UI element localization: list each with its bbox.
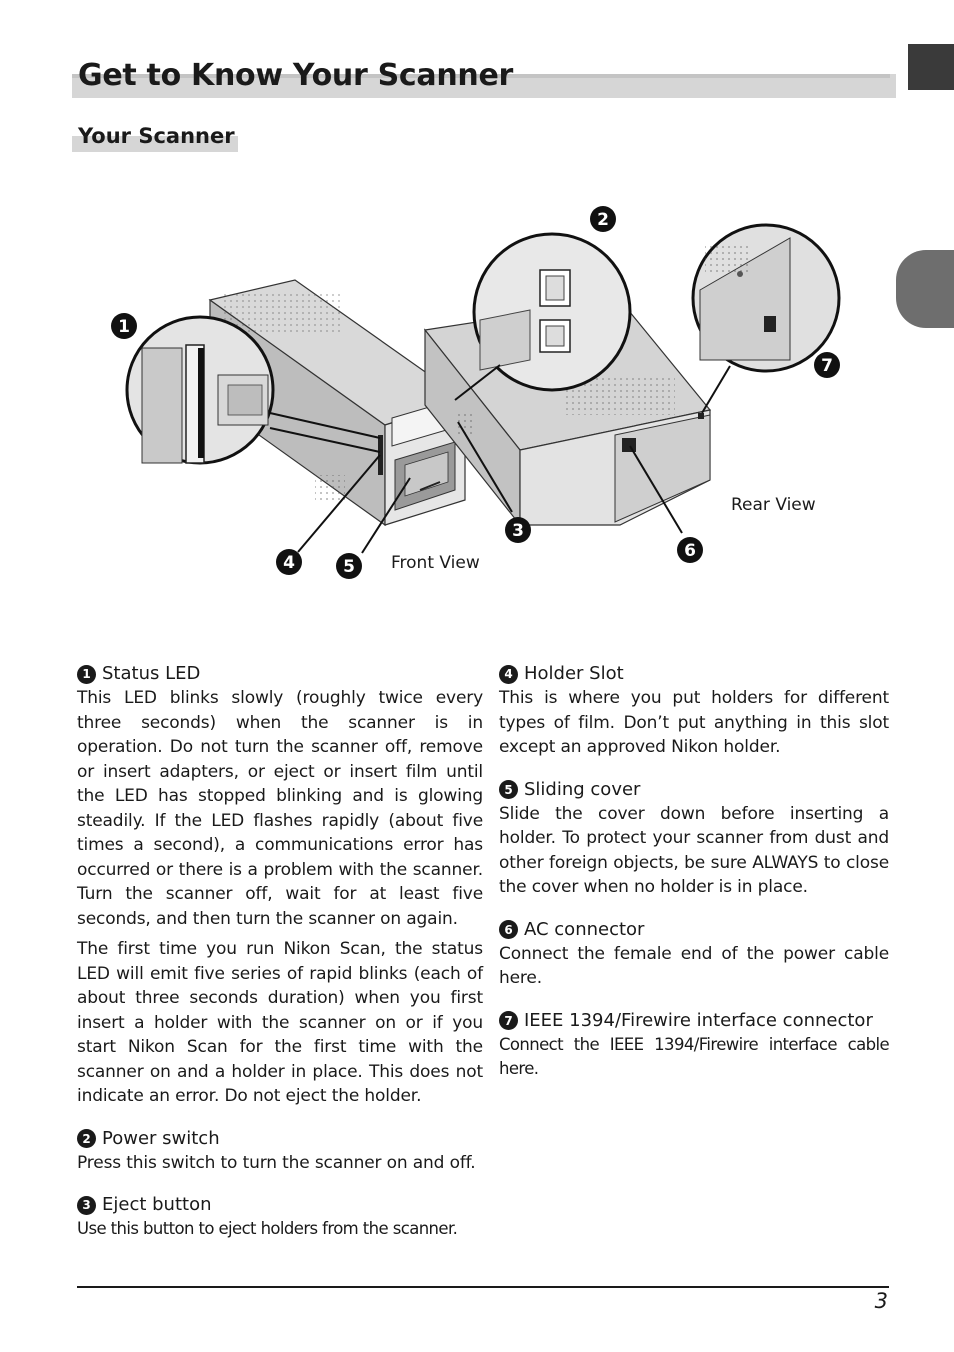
item-paragraph: Use this button to eject holders from the scanner. [77, 1219, 458, 1238]
right-column [499, 662, 889, 1100]
item-number-badge: 6 [499, 920, 518, 939]
item-eject-button [77, 1193, 483, 1242]
item-number-badge: 5 [499, 780, 518, 799]
zoom-circle-led [127, 317, 273, 463]
page-number: 3 [874, 1289, 888, 1313]
callout-5-text: 5 [343, 557, 355, 577]
callout-2 [590, 206, 616, 232]
item-number-badge: 2 [77, 1129, 96, 1148]
item-heading: Status LED [102, 663, 201, 684]
item-paragraph: This is where you put holders for different types of film. Don’t put anything in this slot except an approved Nikon holder. [499, 688, 889, 757]
item-paragraph: Connect the IEEE 1394/Firewire interface cable here. [499, 1034, 889, 1078]
scanner-illustration [0, 160, 954, 600]
callout-7-text: 7 [821, 356, 833, 376]
callout-1-text: 1 [118, 317, 130, 337]
zoom-circle-firewire [693, 225, 839, 371]
item-paragraph: The first time you run Nikon Scan, the status LED will emit five series of rapid blinks (each of about three seconds duration) when you first insert a holder with the scanner on or if you start Nikon Scan for the first time with the scanner on and a holder in place. This does not indicate an error. Do not eject the holder. [77, 939, 483, 1106]
item-power-switch [77, 1127, 483, 1176]
callout-6 [677, 537, 703, 563]
callout-4-text: 4 [283, 553, 295, 573]
item-heading: Eject button [102, 1194, 212, 1215]
callout-3 [505, 517, 531, 543]
item-heading: Power switch [102, 1127, 220, 1149]
item-ac-connector [499, 918, 889, 991]
item-heading: IEEE 1394/Firewire interface connector [524, 1009, 873, 1031]
item-holder-slot [499, 662, 889, 760]
callout-7 [814, 352, 840, 378]
left-column [77, 662, 483, 1260]
front-view-label: Front View [391, 553, 480, 573]
item-paragraph: Connect the female end of the power cable here. [499, 943, 889, 988]
callout-3-text: 3 [512, 521, 524, 541]
callout-5 [336, 553, 362, 579]
item-sliding-cover [499, 778, 889, 900]
item-status-led [77, 662, 483, 1109]
footer-rule [77, 1286, 889, 1288]
item-paragraph: This LED blinks slowly (roughly twice every three seconds) when the scanner is in operation. Do not turn the scanner off, remove or insert adapters, or eject or insert film until the LED has stopped blinking and is glowing steadily. If the LED flashes rapidly (about five times a second), a communications error has occurred or there is a problem with the scanner. Turn the scanner off, wait for at least five seconds, and then turn the scanner on again. [77, 688, 483, 929]
callout-2-text: 2 [597, 210, 609, 230]
chapter-tab-marker [908, 44, 954, 90]
item-heading: AC connector [524, 918, 645, 940]
item-number-badge: 1 [77, 665, 96, 684]
item-number-badge: 7 [499, 1011, 518, 1030]
callout-6-text: 6 [684, 541, 696, 561]
item-number-badge: 4 [499, 665, 518, 684]
callout-4 [276, 549, 302, 575]
item-number-badge: 3 [77, 1196, 96, 1215]
item-heading: Holder Slot [524, 663, 624, 684]
rear-view-label: Rear View [731, 495, 816, 515]
item-paragraph: Slide the cover down before inserting a holder. To protect your scanner from dust and other foreign objects, be sure ALWAYS to close the cover when no holder is in place. [499, 803, 889, 897]
page-title: Get to Know Your Scanner [78, 58, 513, 93]
section-title: Your Scanner [78, 124, 235, 148]
callout-1 [111, 313, 137, 339]
item-firewire-connector [499, 1009, 889, 1082]
item-heading: Sliding cover [524, 778, 641, 800]
scanner-drawing [0, 160, 954, 600]
item-paragraph: Press this switch to turn the scanner on and off. [77, 1152, 476, 1173]
